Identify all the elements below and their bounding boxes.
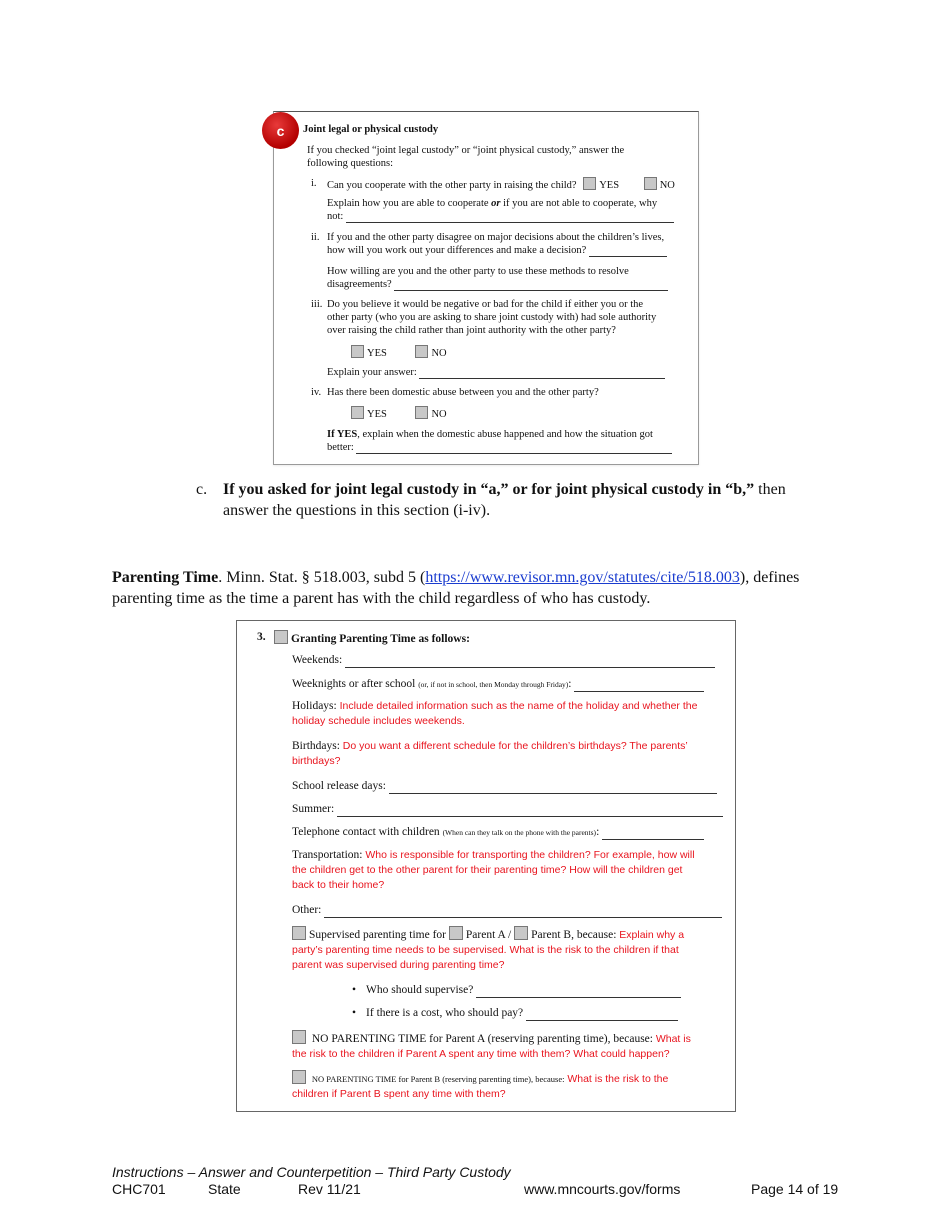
supervised-checkbox[interactable]: [292, 926, 306, 940]
no-parenting-a-checkbox[interactable]: [292, 1030, 306, 1044]
q3-number: iii.: [311, 299, 323, 310]
footer-form-code: CHC701: [112, 1181, 166, 1197]
other-line[interactable]: [324, 917, 722, 918]
q2-willing-answer-line[interactable]: [394, 290, 668, 291]
telephone-line[interactable]: [602, 839, 704, 840]
revisor-statute-link[interactable]: https://www.revisor.mn.gov/statutes/cite/518.003: [425, 569, 740, 586]
q2-text: If you and the other party disagree on major decisions about the children’s lives, how will you work out your differences and make a decision?: [327, 231, 687, 257]
q3-options: [351, 345, 447, 360]
q3-yes-checkbox[interactable]: [351, 345, 364, 358]
q4-yes-checkbox[interactable]: [351, 406, 364, 419]
q3-text: Do you believe it would be negative or bad for the child if either you or the other party (who you are asking to share joint custody with) had sole authority over raising the child rather than joint authority with the other party?: [327, 299, 657, 336]
section-c-badge: c: [262, 112, 299, 149]
q4-no-checkbox[interactable]: [415, 406, 428, 419]
cost-row: • If there is a cost, who should pay?: [352, 1006, 678, 1021]
instruction-c-letter: c.: [196, 481, 208, 498]
q4-answer-line[interactable]: [356, 453, 672, 454]
no-parenting-b-checkbox[interactable]: [292, 1070, 306, 1084]
no-parenting-a-row: NO PARENTING TIME for Parent A (reserving parenting time), because: What is the risk to the children if Parent A spent any time with them? What could happen?: [292, 1030, 728, 1062]
holidays-row: Holidays: Include detailed information such as the name of the holiday and whether the holiday schedule includes weekends.: [292, 700, 698, 727]
birthdays-row: Birthdays: Do you want a different schedule for the children’s birthdays? The parents’ birthdays?: [292, 740, 688, 767]
footer-state: State: [208, 1181, 241, 1197]
footer-title: Instructions – Answer and Counterpetition – Third Party Custody: [112, 1164, 511, 1180]
q1-yes-label: YES: [599, 180, 620, 191]
q1-row: [327, 177, 687, 192]
summer-row: Summer:: [292, 802, 723, 817]
weeknights-line[interactable]: [574, 691, 704, 692]
q4-yes-label: YES: [367, 409, 387, 420]
q3-answer-line[interactable]: [419, 378, 665, 379]
instruction-c-text: If you asked for joint legal custody in “a,” or for joint physical custody in “b,” then answer the questions in this section (i-iv).: [223, 481, 786, 519]
section-3-number: 3.: [257, 631, 266, 643]
q3-yes-label: YES: [367, 348, 387, 359]
school-release-line[interactable]: [389, 793, 717, 794]
q1-yes-checkbox[interactable]: [583, 177, 596, 190]
section-3-title-row: [274, 630, 470, 647]
q1-number: i.: [311, 178, 317, 189]
q1-no-label: NO: [659, 180, 675, 191]
parent-b-checkbox[interactable]: [514, 926, 528, 940]
telephone-row: Telephone contact with children (When can they talk on the phone with the parents):: [292, 825, 704, 840]
q2-number: ii.: [311, 232, 320, 243]
section-c-title: Joint legal or physical custody: [303, 124, 439, 135]
granting-parenting-time-checkbox[interactable]: [274, 630, 288, 644]
who-supervise-row: • Who should supervise?: [352, 983, 681, 998]
q4-no-label: NO: [431, 409, 447, 420]
footer-rev: Rev 11/21: [298, 1181, 361, 1197]
q2-answer-line[interactable]: [589, 256, 667, 257]
school-release-row: School release days:: [292, 779, 717, 794]
section-c-intro: If you checked “joint legal custody” or “joint physical custody,” answer the following questions:: [307, 145, 625, 169]
cost-line[interactable]: [526, 1020, 678, 1021]
q4-number: iv.: [311, 387, 322, 398]
weekends-line[interactable]: [345, 667, 715, 668]
q3-explain: Explain your answer:: [327, 366, 665, 379]
q3-no-label: NO: [431, 348, 447, 359]
no-parenting-b-row: NO PARENTING TIME for Parent B (reserving parenting time), because: What is the risk to the children if Parent B spent any time with them?: [292, 1070, 728, 1102]
footer-page-number: Page 14 of 19: [751, 1181, 839, 1197]
q1-no-checkbox[interactable]: [644, 177, 657, 190]
q2-willing: How willing are you and the other party to use these methods to resolve disagreements?: [327, 265, 687, 291]
q3-no-checkbox[interactable]: [415, 345, 428, 358]
who-supervise-line[interactable]: [476, 997, 681, 998]
weekends-row: Weekends:: [292, 653, 715, 668]
parenting-time-heading: Parenting Time: [112, 569, 219, 586]
supervised-row: Supervised parenting time for Parent A / Parent B, because: Explain why a party’s parenting time needs to be supervised. What is the risk to the children if that parent was supervised during parenting time?: [292, 926, 728, 973]
section-3-title: Granting Parenting Time as follows:: [291, 633, 470, 645]
summer-line[interactable]: [337, 816, 723, 817]
q4-options: [351, 406, 447, 421]
q1-answer-line[interactable]: [346, 222, 674, 223]
parenting-time-paragraph: Parenting Time. Minn. Stat. § 518.003, subd 5 (https://www.revisor.mn.gov/statutes/cite/518.003), defines parenting time as the time a parent has with the child regardless of who has custody.: [112, 569, 800, 607]
weeknights-row: Weeknights or after school (or, if not in school, then Monday through Friday):: [292, 677, 704, 692]
footer-url: www.mncourts.gov/forms: [524, 1181, 681, 1197]
q1-text: Can you cooperate with the other party in raising the child?: [327, 180, 577, 191]
parent-a-checkbox[interactable]: [449, 926, 463, 940]
q4-text: Has there been domestic abuse between you and the other party?: [327, 387, 599, 398]
q1-explain: Explain how you are able to cooperate or if you are not able to cooperate, why not:: [327, 197, 677, 223]
q4-explain: If YES, explain when the domestic abuse happened and how the situation got better:: [327, 428, 687, 454]
transportation-row: Transportation: Who is responsible for transporting the children? For example, how will the children get to the other parent for their parenting time? How will the children get back to their home?: [292, 849, 695, 891]
other-row: Other:: [292, 903, 722, 918]
